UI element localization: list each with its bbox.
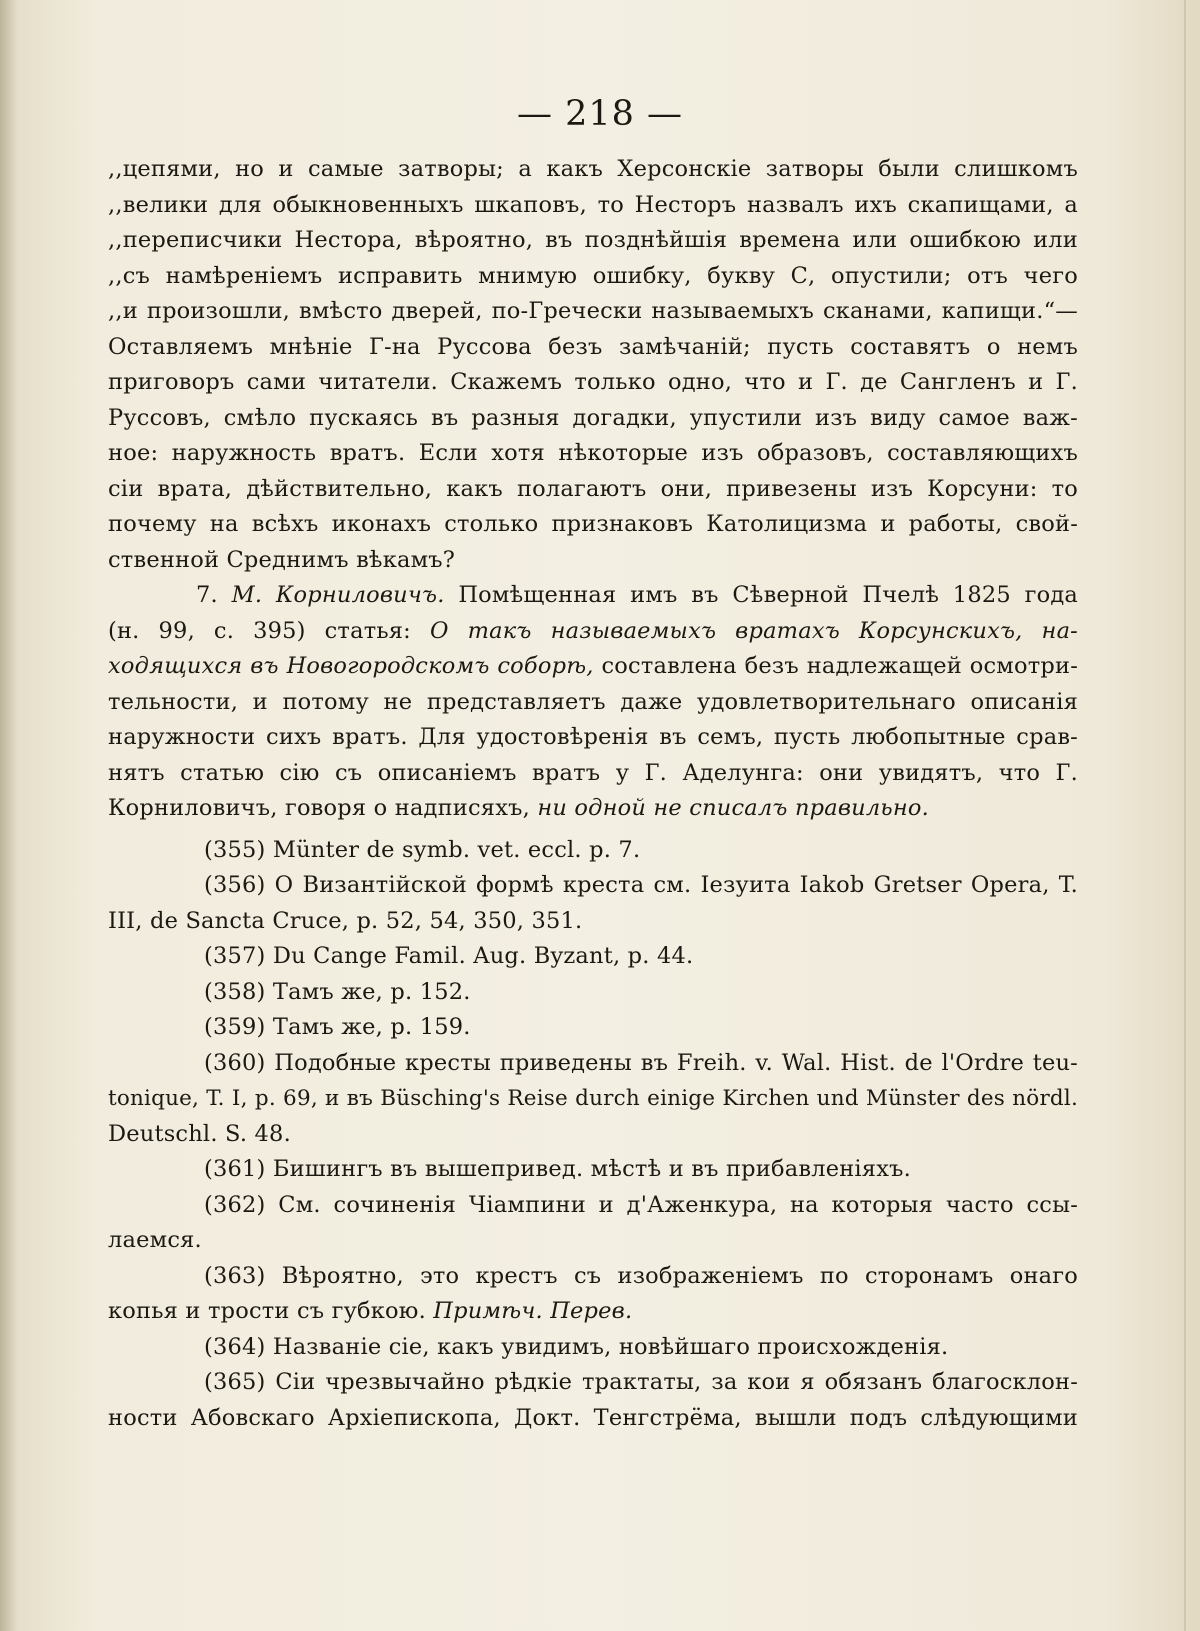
text-line: Руссовъ, смѣло пускаясь въ разныя догадки, упустили изъ виду самое важ- bbox=[108, 404, 1078, 431]
footnote-number: (356) bbox=[204, 872, 266, 898]
footnote-357 bbox=[108, 939, 1078, 975]
footnote-359 bbox=[108, 1010, 1078, 1046]
text-line: ,,переписчики Нестора, вѣроятно, въ позднѣйшія времена или ошибкою или bbox=[108, 227, 1078, 253]
footnote-number: (362) bbox=[204, 1191, 266, 1218]
footnote-number: (357) bbox=[204, 943, 266, 969]
para7-line2 bbox=[108, 614, 1078, 650]
para7-line1-rest: Помѣщенная имъ въ Сѣверной Пчелѣ 1825 года bbox=[458, 582, 1078, 608]
footnote-362 bbox=[108, 1188, 1078, 1224]
para7-line7-start: Корниловичъ, говоря о надписяхъ, bbox=[108, 795, 530, 821]
text-line: ,,съ намѣреніемъ исправить мнимую ошибку, букву С, опустили; отъ чего bbox=[108, 262, 1078, 289]
footnote-text: Подобные кресты приведены въ Freih. v. Wal. Hist. de l'Ordre teu- bbox=[274, 1049, 1078, 1076]
para7-author: М. Корниловичъ. bbox=[231, 582, 445, 608]
footnote-356 bbox=[108, 868, 1078, 904]
text-line: ,,цепями, но и самые затворы; а какъ Херсонскіе затворы были слишкомъ bbox=[108, 156, 1078, 182]
footnote-361 bbox=[108, 1152, 1078, 1188]
footnote-360 bbox=[108, 1046, 1078, 1082]
footnote-365 bbox=[108, 1365, 1078, 1401]
footnote-text: Названіе сіе, какъ увидимъ, новѣйшаго происхожденія. bbox=[272, 1333, 949, 1360]
translator-note: Примѣч. Перев. bbox=[433, 1298, 633, 1324]
para7-line5: наружности сихъ вратъ. Для удостовѣренія въ семъ, пусть любопытные срав- bbox=[108, 724, 1078, 750]
footnote-363 bbox=[108, 1259, 1078, 1295]
footnote-360-cont: tonique, T. I, p. 69, и въ Büsching's Reise durch einige Kirchen und Münster des nördl. bbox=[108, 1086, 1078, 1111]
main-text bbox=[108, 152, 1078, 1436]
para7-line1 bbox=[108, 578, 1078, 614]
footnote-number: (360) bbox=[204, 1049, 266, 1076]
footnote-358 bbox=[108, 975, 1078, 1011]
page-edge bbox=[1184, 0, 1186, 1631]
footnote-text: Тамъ же, р. 152. bbox=[272, 978, 471, 1005]
footnote-356-cont: III, de Sancta Cruce, p. 52, 54, 350, 351. bbox=[108, 907, 583, 934]
spine-shadow bbox=[0, 0, 18, 1631]
text-line: приговоръ сами читатели. Скажемъ только одно, что и Г. де Сангленъ и Г. bbox=[108, 369, 1078, 395]
para7-line3-rest: составлена безъ надлежащей осмотри- bbox=[601, 653, 1078, 679]
footnote-text: Münter de symb. vet. eccl. p. 7. bbox=[272, 836, 641, 863]
footnote-text: Вѣроятно, это крестъ съ изображеніемъ по сторонамъ онаго bbox=[281, 1262, 1079, 1289]
para7-line4: тельности, и потому не представляетъ даже удовлетворительнаго описанія bbox=[108, 688, 1078, 715]
footnote-362-cont: лаемся. bbox=[108, 1227, 202, 1253]
text-line: ственной Среднимъ вѣкамъ? bbox=[108, 546, 456, 573]
footnote-number: (359) bbox=[204, 1014, 266, 1040]
footnote-text: О Византійской формѣ креста см. Іезуита Iakob Gretser Opera, T. bbox=[274, 872, 1078, 898]
para7-line2-start: (н. 99, с. 395) статья: bbox=[108, 617, 411, 644]
footnote-364 bbox=[108, 1330, 1078, 1366]
para7-title: О такъ называемыхъ вратахъ Корсунскихъ, на- bbox=[429, 617, 1078, 644]
footnote-text: Тамъ же, р. 159. bbox=[272, 1014, 471, 1040]
footnote-text: Du Cange Famil. Aug. Byzant, p. 44. bbox=[272, 943, 694, 969]
footnote-365-cont: ности Абовскаго Архіепископа, Докт. Тенгстрёма, вышли подъ слѣдующими bbox=[108, 1404, 1078, 1431]
para7-italic-quote: ни одной не списалъ правильно. bbox=[537, 795, 929, 821]
text-line: почему на всѣхъ иконахъ столько признаковъ Католицизма и работы, свой- bbox=[108, 511, 1078, 537]
para7-line7 bbox=[108, 791, 1078, 827]
text-line: ,,велики для обыкновенныхъ шкаповъ, то Несторъ назвалъ ихъ скапищами, а bbox=[108, 191, 1078, 218]
footnote-number: (358) bbox=[204, 978, 266, 1005]
text-line: ное: наружность вратъ. Если хотя нѣкоторые изъ образовъ, составляющихъ bbox=[108, 440, 1078, 466]
footnote-text: Бишингъ въ вышепривед. мѣстѣ и въ прибавленіяхъ. bbox=[272, 1156, 911, 1182]
footnote-number: (363) bbox=[204, 1262, 266, 1289]
text-line: Оставляемъ мнѣніе Г-на Руссова безъ замѣчаній; пусть составятъ о немъ bbox=[108, 333, 1078, 360]
footnote-363-cont bbox=[108, 1294, 1078, 1330]
footnote-text: См. сочиненія Чіампини и д'Аженкура, на которыя часто ссы- bbox=[278, 1191, 1078, 1218]
para7-title-cont: ходящихся въ Новогородскомъ соборѣ, bbox=[108, 653, 594, 679]
footnote-355 bbox=[108, 833, 1078, 869]
footnote-360-cont: Deutschl. S. 48. bbox=[108, 1120, 291, 1147]
text-line: сіи врата, дѣйствительно, какъ полагаютъ они, привезены изъ Корсуни: то bbox=[108, 475, 1078, 502]
para7-number: 7. bbox=[196, 582, 218, 608]
footnote-number: (365) bbox=[204, 1369, 266, 1395]
page-number: — 218 — bbox=[516, 94, 684, 134]
footnote-number: (361) bbox=[204, 1156, 266, 1182]
para7-line3 bbox=[108, 649, 1078, 685]
footnote-text: копья и трости съ губкою. bbox=[108, 1298, 426, 1324]
footnote-text: Сіи чрезвычайно рѣдкіе трактаты, за кои я обязанъ благосклон- bbox=[275, 1369, 1078, 1395]
footnote-number: (364) bbox=[204, 1333, 266, 1360]
para7-line6: нятъ статью сію съ описаніемъ вратъ у Г. Аделунга: они увидятъ, что Г. bbox=[108, 759, 1078, 786]
footnote-number: (355) bbox=[204, 836, 266, 863]
text-line: ,,и произошли, вмѣсто дверей, по-Гречески называемыхъ сканами, капищи.“— bbox=[108, 298, 1078, 324]
